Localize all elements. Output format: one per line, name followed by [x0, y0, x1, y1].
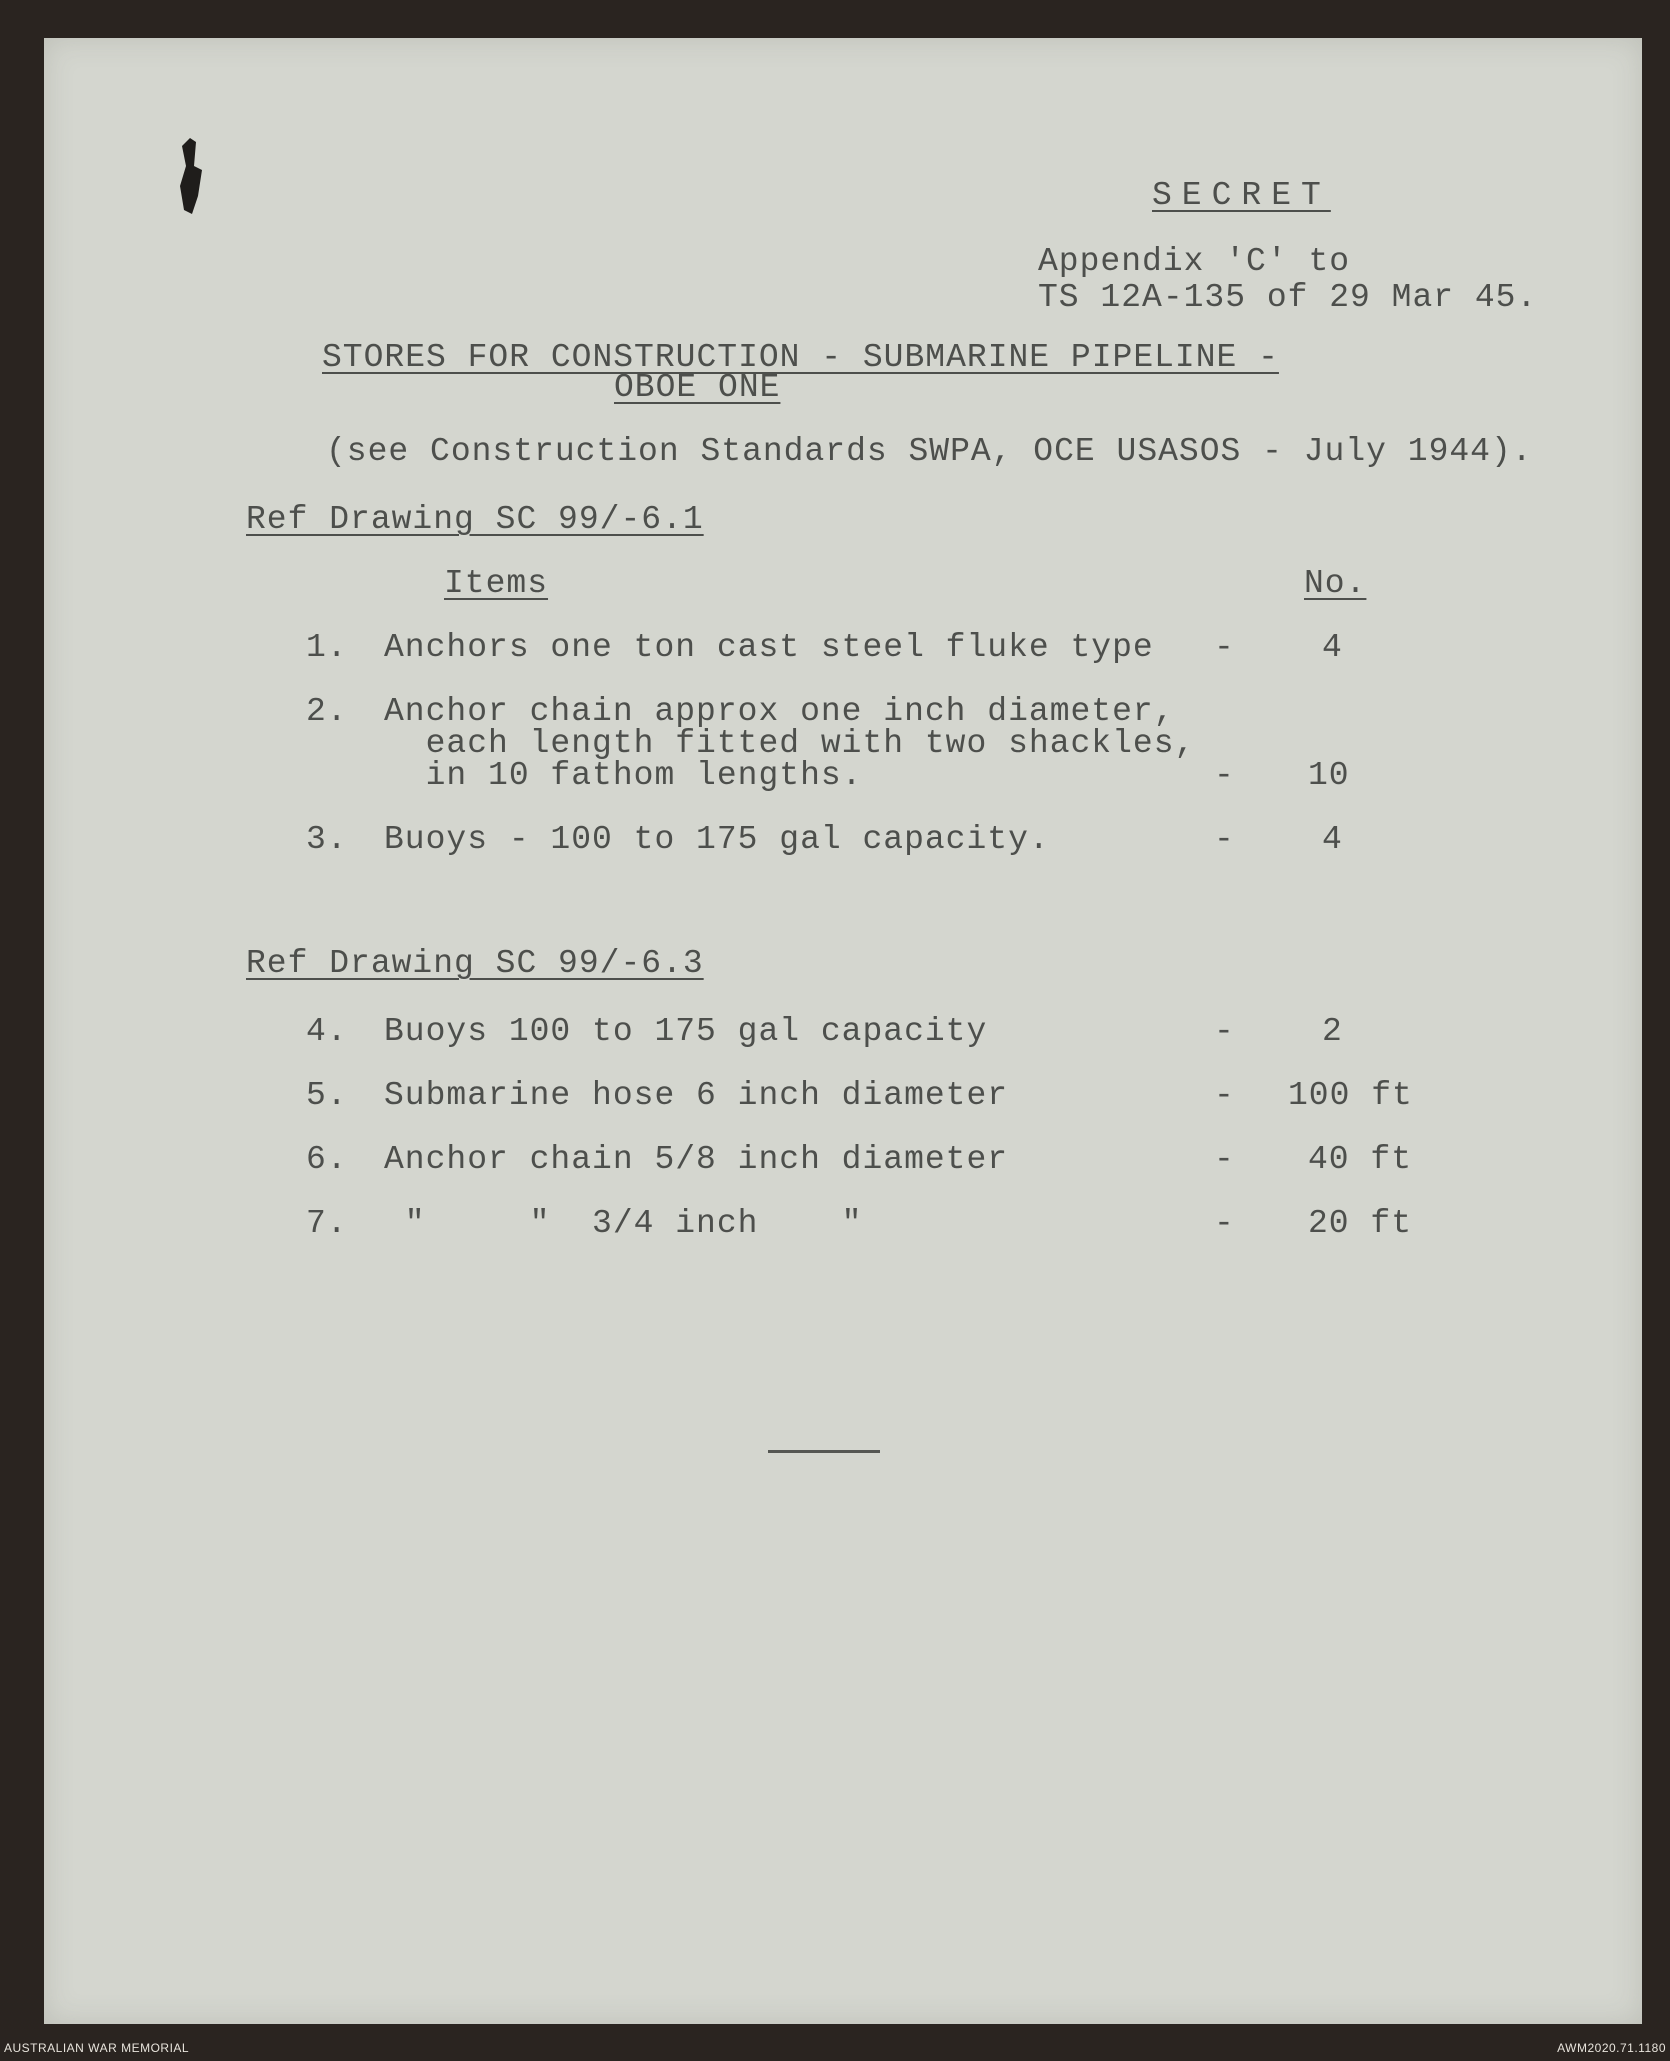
items-column-header: Items	[444, 565, 549, 602]
item-dash: -	[1214, 757, 1235, 794]
tack-hole-mark	[176, 136, 204, 216]
item-number: 6.	[306, 1141, 348, 1178]
item-number: 1.	[306, 629, 348, 666]
classification-stamp: SECRET	[1152, 177, 1331, 214]
item-quantity: 4	[1322, 821, 1343, 858]
section-2-reference: Ref Drawing SC 99/-6.3	[246, 945, 704, 982]
item-dash: -	[1214, 1141, 1235, 1178]
document-subtitle: (see Construction Standards SWPA, OCE USASOS - July 1944).	[326, 433, 1533, 470]
item-description: Buoys - 100 to 175 gal capacity.	[384, 821, 1050, 858]
item-quantity: 4	[1322, 629, 1343, 666]
archive-credit: AUSTRALIAN WAR MEMORIAL	[4, 2041, 190, 2055]
document-title-line-2: OBOE ONE	[614, 369, 781, 406]
item-number: 2.	[306, 693, 348, 730]
item-quantity: 40 ft	[1308, 1141, 1413, 1178]
appendix-line-1: Appendix 'C' to	[1038, 243, 1351, 280]
closing-rule	[768, 1450, 880, 1453]
item-dash: -	[1214, 1013, 1235, 1050]
item-description-line: each length fitted with two shackles,	[384, 725, 1196, 762]
item-quantity: 2	[1322, 1013, 1343, 1050]
item-dash: -	[1214, 1205, 1235, 1242]
section-1-reference: Ref Drawing SC 99/-6.1	[246, 501, 704, 538]
item-number: 3.	[306, 821, 348, 858]
item-description-line: in 10 fathom lengths.	[384, 757, 863, 794]
item-quantity: 20 ft	[1308, 1205, 1413, 1242]
item-description: " " 3/4 inch "	[384, 1205, 863, 1242]
item-quantity: 100 ft	[1288, 1077, 1413, 1114]
item-description: Anchor chain 5/8 inch diameter	[384, 1141, 1009, 1178]
item-description: Submarine hose 6 inch diameter	[384, 1077, 1009, 1114]
item-dash: -	[1214, 821, 1235, 858]
item-description: Anchors one ton cast steel fluke type	[384, 629, 1154, 666]
item-number: 5.	[306, 1077, 348, 1114]
item-number: 7.	[306, 1205, 348, 1242]
item-dash: -	[1214, 629, 1235, 666]
archive-reference-number: AWM2020.71.1180	[1557, 2041, 1666, 2055]
quantity-column-header: No.	[1304, 565, 1367, 602]
document-title-line-1: STORES FOR CONSTRUCTION - SUBMARINE PIPELINE -	[322, 339, 1279, 376]
appendix-line-2: TS 12A-135 of 29 Mar 45.	[1038, 279, 1538, 316]
item-description: Buoys 100 to 175 gal capacity	[384, 1013, 988, 1050]
item-quantity: 10	[1308, 757, 1350, 794]
item-dash: -	[1214, 1077, 1235, 1114]
item-description-line: Anchor chain approx one inch diameter,	[384, 693, 1175, 730]
item-number: 4.	[306, 1013, 348, 1050]
